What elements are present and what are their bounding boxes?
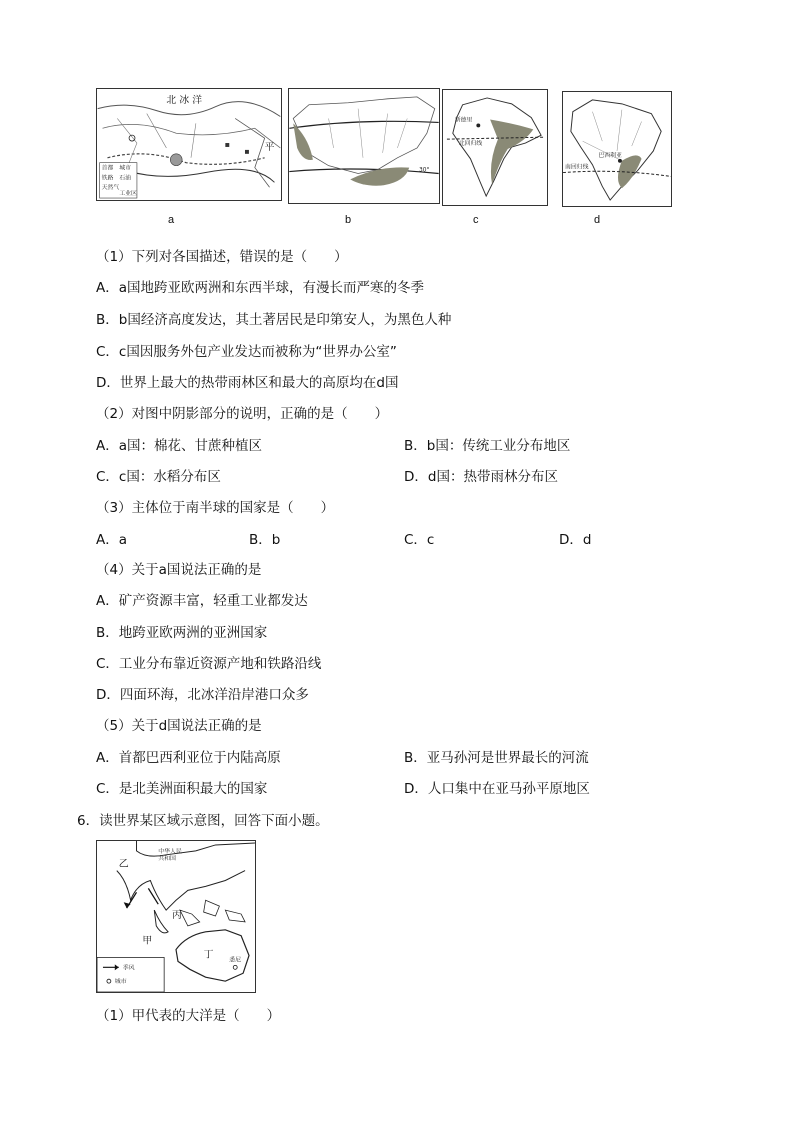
- q5-2-stem: （2）对图中阴影部分的说明，正确的是（ ）: [96, 406, 389, 422]
- map-d: [562, 91, 672, 207]
- map-c: [442, 89, 548, 206]
- q6-map-bing: 丙: [172, 909, 182, 921]
- q6-map-yi: 乙: [118, 858, 129, 870]
- q5-1-stem: （1）下列对各国描述，错误的是（ ）: [96, 249, 348, 265]
- q5-4-option-a: A．矿产资源丰富，轻重工业都发达: [96, 593, 308, 609]
- map-a-caption: a: [168, 214, 175, 226]
- map-c-drawing: [443, 90, 547, 205]
- map-a-legend-0: 首都: [101, 165, 114, 172]
- map-b-drawing: [289, 89, 439, 203]
- map-a-drawing: [97, 89, 281, 200]
- q5-4-option-b: B．地跨亚欧两洲的亚洲国家: [96, 625, 268, 641]
- q6-map-jia: 甲: [142, 935, 153, 947]
- map-q6: [96, 840, 256, 993]
- q6-1-stem: （1）甲代表的大洋是（ ）: [96, 1008, 281, 1024]
- map-c-tropic: 北回归线: [458, 141, 483, 148]
- q6-map-city: 悉尼: [229, 957, 242, 964]
- map-a-legend-5: 工业区: [119, 191, 137, 198]
- q5-3-option-d: D．d: [559, 532, 592, 548]
- q5-5-option-d: D．人口集中在亚马孙平原地区: [404, 781, 590, 797]
- q5-3-option-b: B．b: [249, 532, 281, 548]
- q6-map-ding: 丁: [203, 949, 214, 961]
- q5-3-option-c: C．c: [404, 532, 435, 548]
- q5-2-option-a: A．a国：棉花、甘蔗种植区: [96, 438, 263, 454]
- map-q6-drawing: [97, 841, 255, 992]
- map-b-lat-label: 30°: [419, 167, 430, 174]
- q5-2-option-b: B．b国：传统工业分布地区: [404, 438, 571, 454]
- q6-map-country-label: 中华人民共和国: [158, 848, 182, 862]
- q5-3-stem: （3）主体位于南半球的国家是（ ）: [96, 500, 335, 516]
- q5-5-option-b: B．亚马孙河是世界最长的河流: [404, 750, 589, 766]
- q5-2-option-d: D．d国：热带雨林分布区: [404, 469, 558, 485]
- q6-stem: 6．读世界某区域示意图，回答下面小题。: [77, 813, 329, 829]
- q5-4-option-c: C．工业分布靠近资源产地和铁路沿线: [96, 656, 322, 672]
- q6-map-legend-monsoon: 季风: [122, 965, 135, 972]
- map-d-drawing: [563, 92, 671, 206]
- map-a-legend-3: 石油: [119, 175, 132, 182]
- map-a-legend-2: 铁路: [101, 175, 114, 182]
- map-d-city: 巴西利亚: [598, 152, 622, 159]
- map-d-tropic: 南回归线: [564, 164, 589, 171]
- q5-3-option-a: A．a: [96, 532, 128, 548]
- map-a-ocean-label: 北 冰 洋: [166, 94, 203, 106]
- q5-5-stem: （5）关于d国说法正确的是: [96, 718, 262, 734]
- map-a-legend-4: 天然气: [101, 185, 120, 192]
- q5-1-option-a: A．a国地跨亚欧两洲和东西半球，有漫长而严寒的冬季: [96, 280, 425, 296]
- q5-1-option-c: C．c国因服务外包产业发达而被称为“世界办公室”: [96, 344, 397, 360]
- map-a: [96, 88, 282, 201]
- q5-5-option-c: C．是北美洲面积最大的国家: [96, 781, 268, 797]
- map-c-city: 新德里: [454, 117, 473, 124]
- q5-4-option-d: D．四面环海，北冰洋沿岸港口众多: [96, 687, 309, 703]
- q5-1-option-b: B．b国经济高度发达，其土著居民是印第安人，为黑色人种: [96, 312, 452, 328]
- map-a-ocean-label-right: 平: [264, 141, 275, 153]
- map-b-caption: b: [345, 214, 352, 226]
- map-d-caption: d: [594, 214, 601, 226]
- map-a-legend-1: 城市: [119, 165, 132, 172]
- map-c-caption: c: [473, 214, 479, 226]
- q5-4-stem: （4）关于a国说法正确的是: [96, 562, 262, 578]
- map-b: [288, 88, 440, 204]
- q6-map-legend-city: 城市: [114, 979, 127, 986]
- q5-5-option-a: A．首都巴西利亚位于内陆高原: [96, 750, 281, 766]
- q5-2-option-c: C．c国：水稻分布区: [96, 469, 221, 485]
- q5-1-option-d: D．世界上最大的热带雨林区和最大的高原均在d国: [96, 375, 399, 391]
